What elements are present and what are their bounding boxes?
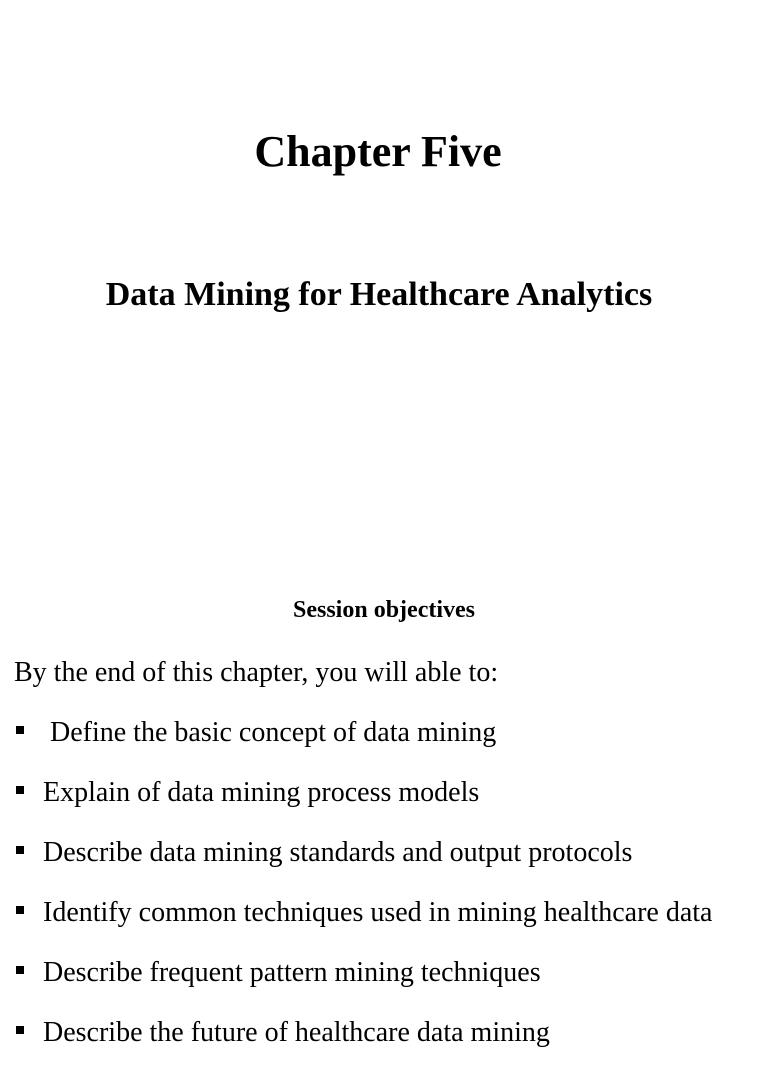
session-objectives-heading: Session objectives — [293, 597, 475, 623]
chapter-title: Chapter Five — [254, 127, 502, 176]
objective-text: Explain of data mining process models — [43, 777, 480, 808]
objectives-intro: By the end of this chapter, you will able to: — [14, 657, 499, 688]
chapter-subtitle: Data Mining for Healthcare Analytics — [105, 276, 653, 313]
square-bullet-icon — [16, 1026, 24, 1034]
objective-text: Describe the future of healthcare data mining — [43, 1017, 550, 1048]
square-bullet-icon — [16, 726, 24, 734]
square-bullet-icon — [16, 786, 24, 794]
objective-text: Identify common techniques used in mining healthcare data — [43, 897, 713, 928]
objective-text: Describe frequent pattern mining techniques — [43, 957, 541, 988]
square-bullet-icon — [16, 906, 24, 914]
square-bullet-icon — [16, 966, 24, 974]
objective-text: Describe data mining standards and output protocols — [43, 837, 633, 868]
objective-text: Define the basic concept of data mining — [50, 717, 497, 748]
square-bullet-icon — [16, 846, 24, 854]
